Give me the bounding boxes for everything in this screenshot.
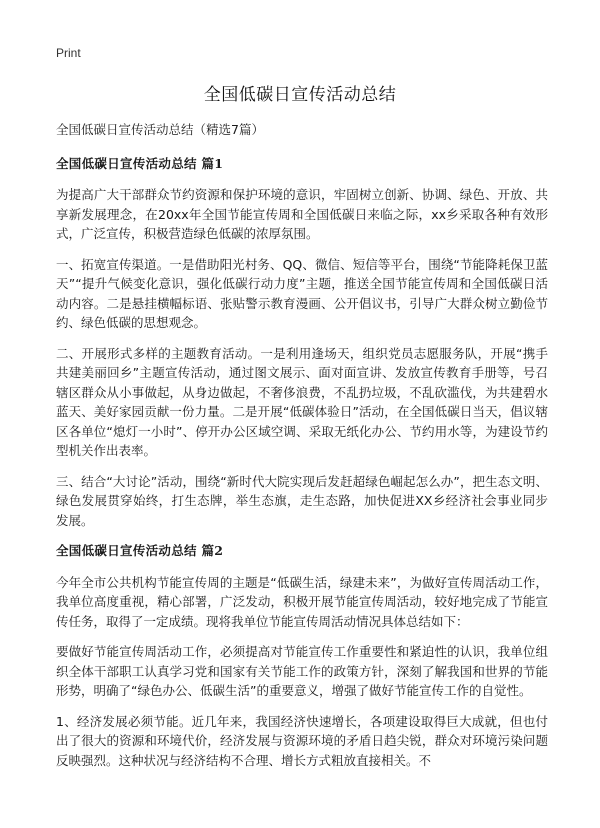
- document-subtitle: 全国低碳日宣传活动总结（精选7篇）: [56, 122, 264, 137]
- paragraph: 一、拓宽宣传渠道。一是借助阳光村务、QQ、微信、短信等平台，围绕“节能降耗保卫蓝天”“提升气候变化意识，强化低碳行动力度”主题，推送全国节能宣传周和全国低碳日活动内容。二是悬挂横幅标语、张贴警示教育漫画、公开倡议书，引导广大群众树立勤俭节约、绿色低碳的思想观念。: [56, 256, 548, 330]
- paragraph: 三、结合“大讨论”活动，围绕“新时代大院实现后发赶超绿色崛起怎么办”，把生态文明、绿色发展贯穿始终，打生态牌，举生态旗，走生态路，加快促进XX乡经济社会事业同步发展。: [56, 473, 548, 528]
- paragraph: 二、开展形式多样的主题教育活动。一是利用逢场天，组织党员志愿服务队，开展“携手共建美丽回乡”主题宣传活动，通过图文展示、面对面宣讲、发放宣传教育手册等，号召辖区群众从小事做起，从身边做起，不奢侈浪费，不乱扔垃圾，不乱砍滥伐，为共建碧水蓝天、美好家园贡献一份力量。二是开展“低碳体验日”活动，在全国低碳日当天，倡议辖区各单位“熄灯一小时”、停开办公区域空调、采取无纸化办公、节约用水等，为建设节约型机关作出表率。: [56, 345, 548, 458]
- paragraph: 今年全市公共机构节能宣传周的主题是“低碳生活，绿建未来”，为做好宣传周活动工作，我单位高度重视，精心部署，广泛发动，积极开展节能宣传周活动，较好地完成了节能宣传任务，取得了一定成绩。现将我单位节能宣传周活动情况具体总结如下：: [56, 574, 548, 629]
- document-body: [56, 120, 548, 781]
- document-title: 全国低碳日宣传活动总结: [203, 85, 397, 105]
- print-link[interactable]: Print: [56, 46, 81, 60]
- paragraph: 要做好节能宣传周活动工作，必须提高对节能宣传工作重要性和紧迫性的认识，我单位组织全体干部职工认真学习党和国家有关节能工作的政策方针，深刻了解我国和世界的节能形势，明确了“绿色办公、低碳生活”的重要意义，增强了做好节能宣传工作的自觉性。: [56, 644, 548, 698]
- paragraph: 为提高广大干部群众节约资源和保护环境的意识，牢固树立创新、协调、绿色、开放、共享新发展理念，在20xx年全国节能宣传周和全国低碳日来临之际，xx乡采取各种有效形式，广泛宣传，积极营造绿色低碳的浓厚氛围。: [56, 187, 548, 241]
- section-heading-2: 全国低碳日宣传活动总结 篇2: [56, 543, 224, 558]
- section-heading-1: 全国低碳日宣传活动总结 篇1: [56, 155, 224, 171]
- paragraph: 1、经济发展必须节能。近几年来，我国经济快速增长，各项建设取得巨大成就，但也付出了很大的资源和环境代价，经济发展与资源环境的矛盾日趋尖锐，群众对环境污染问题反映强烈。这种状况与经济结构不合理、增长方式粗放直接相关。不: [56, 713, 548, 768]
